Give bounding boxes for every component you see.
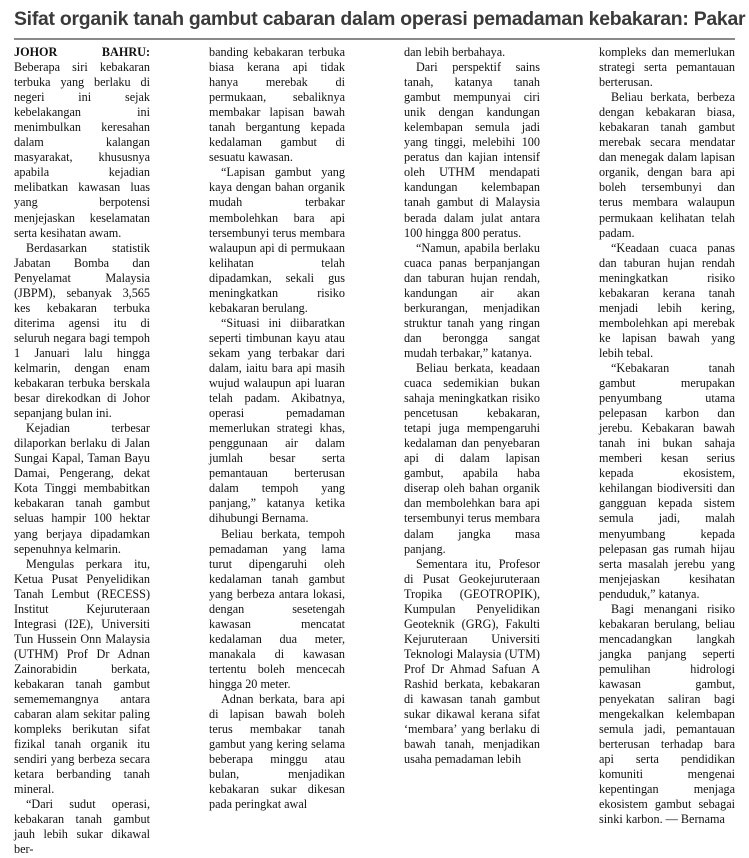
column-4 (599, 45, 735, 858)
paragraph: “Namun, apabila berlaku cuaca panas berpanjangan dan taburan hujan rendah, kandungan air akan berkurangan, menjadikan struktur tanah yang ringan dan berongga sangat mudah terbakar,” katanya. (404, 240, 540, 360)
lead-text: Beberapa siri kebakaran terbuka yang berlaku di negeri ini sejak kebelakangan ini menimbulkan keresahan dalam kalangan masyarakat, khususnya apabila kejadian melibatkan kawasan luas yang berpotensi menjejaskan keselamatan serta kesihatan awam. (14, 60, 150, 240)
lead-paragraph (14, 45, 150, 241)
headline: Sifat organik tanah gambut cabaran dalam operasi pemadaman kebakaran: Pakar (14, 8, 746, 30)
paragraph: “Situasi ini diibaratkan seperti timbunan kayu atau sekam yang terbakar dari dalam, iaitu bara api masih wujud walaupun api luaran telah padam. Akibatnya, operasi pemadaman memerlukan strategi khas, penggunaan air dalam jumlah besar serta pemantauan berterusan dalam tempoh yang panjang,” katanya ketika dihubungi Bernama. (209, 315, 345, 526)
paragraph: Sementara itu, Profesor di Pusat Geokejuruteraan Tropika (GEOTROPIK), Kumpulan Penyelidikan Geoteknik (GRG), Fakulti Kejuruteraan Universiti Teknologi Malaysia (UTM) Prof Dr Ahmad Safuan A Rashid berkata, kebakaran di kawasan tanah gambut sukar dikawal kerana sifat ‘membara’ yang berlaku di bawah tanah, menjadikan usaha pemadaman lebih (404, 556, 540, 767)
dateline: JOHOR BAHRU: (14, 45, 150, 59)
paragraph: Kejadian terbesar dilaporkan berlaku di Jalan Sungai Kapal, Taman Bayu Damai, Pengerang, dekat Kota Tinggi membabitkan kebakaran tanah gambut seluas hampir 100 hektar yang berjaya dipadamkan sepenuhnya kelmarin. (14, 421, 150, 556)
paragraph: Dari perspektif sains tanah, katanya tanah gambut mempunyai ciri unik dengan kandungan kelembapan semula jadi yang tinggi, melebihi 100 peratus dan kajian intensif oleh UTHM mendapati kandungan kelembapan tanah gambut di Malaysia berada dalam julat antara 100 hingga 800 peratus. (404, 60, 540, 240)
column-2 (209, 45, 345, 858)
paragraph: Mengulas perkara itu, Ketua Pusat Penyelidikan Tanah Lembut (RECESS) Institut Kejuruteraan Integrasi (I2E), Universiti Tun Hussein Onn Malaysia (UTHM) Prof Dr Adnan Zainorabidin berkata, kebakaran tanah gambut semememangnya antara cabaran alam sekitar paling kompleks berikutan sifat fizikal tanah organik itu sendiri yang berbeza secara ketara berbanding tanah mineral. (14, 556, 150, 797)
paragraph: Adnan berkata, bara api di lapisan bawah boleh terus membakar tanah gambut yang kering selama beberapa minggu atau bulan, menjadikan kebakaran sukar dikesan pada peringkat awal (209, 692, 345, 812)
article-body (14, 45, 735, 858)
paragraph: Berdasarkan statistik Jabatan Bomba dan Penyelamat Malaysia (JBPM), sebanyak 3,565 kes kebakaran terbuka diterima agensi itu di seluruh negara bagi tempoh 1 Januari lalu hingga kelmarin, dengan enam kebakaran terbuka berskala besar direkodkan di Johor sepanjang bulan ini. (14, 240, 150, 421)
paragraph: “Lapisan gambut yang kaya dengan bahan organik mudah terbakar membolehkan bara api tersembunyi terus membara walaupun api di permukaan kelihatan telah dipadamkan, sekali gus meningkatkan risiko kebakaran berulang. (209, 165, 345, 315)
paragraph: “Dari sudut operasi, kebakaran tanah gambut jauh lebih sukar dikawal ber- (14, 797, 150, 857)
paragraph-continued: kompleks dan memerlukan strategi serta pemantauan berterusan. (599, 45, 735, 90)
paragraph: Beliau berkata, berbeza dengan kebakaran biasa, kebakaran tanah gambut merebak secara mendatar dan menegak dalam lapisan organik, dengan bara api boleh tersembunyi dan terus membara walaupun permukaan kelihatan telah padam. (599, 90, 735, 240)
paragraph: Beliau berkata, tempoh pemadaman yang lama turut dipengaruhi oleh kedalaman tanah gambut yang berbeza antara lokasi, dengan sesetengah kawasan mencatat kedalaman dua meter, manakala di kawasan tertentu boleh mencecah hingga 20 meter. (209, 526, 345, 691)
paragraph: Bagi menangani risiko kebakaran berulang, beliau mencadangkan langkah jangka panjang seperti pemulihan hidrologi kawasan gambut, penyekatan saliran bagi mengekalkan kelembapan semula jadi, pemantauan berterusan terhadap bara api serta pendidikan komuniti mengenai kepentingan menjaga ekosistem gambut sebagai sinki karbon. — Bernama (599, 601, 735, 827)
column-1 (14, 45, 150, 858)
column-3 (404, 45, 540, 858)
paragraph: Beliau berkata, keadaan cuaca sedemikian bukan sahaja meningkatkan risiko pencetusan kebakaran, tetapi juga mempengaruhi kedalaman dan penyebaran api di dalam lapisan gambut, apabila haba diserap oleh bahan organik dan membolehkan bara api tersembunyi terus membara dalam jangka masa panjang. (404, 360, 540, 556)
paragraph: “Kebakaran tanah gambut merupakan penyumbang utama pelepasan karbon dan jerebu. Kebakaran bawah tanah ini bukan sahaja memberi kesan serius kepada ekosistem, kehilangan biodiversiti dan gangguan kepada sistem semula jadi, malah menyumbang kepada pelepasan gas rumah hijau serta masalah jerebu yang menjejaskan kesihatan penduduk,” katanya. (599, 360, 735, 601)
paragraph: “Keadaan cuaca panas dan taburan hujan rendah meningkatkan risiko kebakaran kerana tanah menjadi lebih kering, membolehkan api merebak ke lapisan bawah yang lebih tebal. (599, 240, 735, 360)
paragraph-continued: banding kebakaran terbuka biasa kerana api tidak hanya merebak di permukaan, sebaliknya membakar lapisan bawah tanah bergantung kepada kedalaman gambut di sesuatu kawasan. (209, 45, 345, 165)
paragraph-continued: dan lebih berbahaya. (404, 45, 506, 59)
headline-rule (14, 38, 735, 40)
